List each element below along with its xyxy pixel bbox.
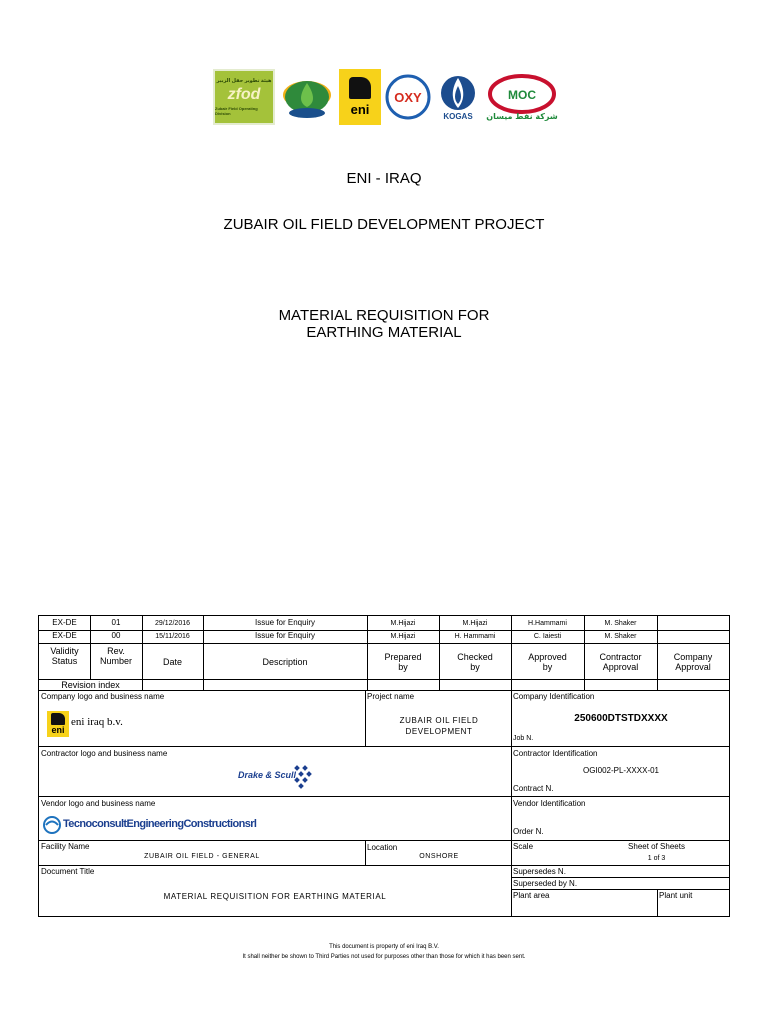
footer-disclaimer: It shall neither be shown to Third Parties not used for purposes other than those for which it has been sent. xyxy=(242,954,526,960)
sheet-value: 1 of 3 xyxy=(647,855,666,862)
location-label: Location xyxy=(367,843,398,852)
oxy-logo xyxy=(385,69,431,125)
job-number-label: Job N. xyxy=(513,735,534,742)
svg-text:شركة نفط ميسان: شركة نفط ميسان xyxy=(486,112,558,121)
company-name: eni iraq b.v. xyxy=(71,716,123,728)
contract-number-label: Contract N. xyxy=(513,784,554,793)
boc-logo xyxy=(279,69,335,125)
project-name-line1: ZUBAIR OIL FIELD xyxy=(399,716,479,725)
project-name-line2: DEVELOPMENT xyxy=(405,727,473,736)
kogas-logo: KOGAS xyxy=(435,69,481,125)
rev-row-1-approved: C. Iaiesti xyxy=(533,633,562,640)
rev-row-1-contractor: M. Shaker xyxy=(604,633,637,640)
rev-row-1-description: Issue for Enquiry xyxy=(254,631,316,640)
superseded-by-label: Superseded by N. xyxy=(513,879,578,888)
rev-header-company: Company Approval xyxy=(673,652,713,672)
title-block xyxy=(38,615,730,917)
zfod-logo: هيئة تطوير حقل الزبير zfod Zubair Field Operating Division xyxy=(213,69,275,125)
rev-header-status: Validity Status xyxy=(50,646,79,666)
location-value: ONSHORE xyxy=(419,853,459,860)
rev-row-0-rev: 01 xyxy=(111,618,121,627)
rev-row-1-checked: H. Hammami xyxy=(454,633,496,640)
revision-index-label: Revision index xyxy=(61,680,120,690)
rev-row-0-date: 29/12/2016 xyxy=(154,620,191,627)
order-number-label: Order N. xyxy=(513,827,544,836)
moc-logo xyxy=(485,69,559,125)
rev-header-approved: Approved by xyxy=(528,652,567,672)
document-heading: MATERIAL REQUISITION FOR EARTHING MATERIAL xyxy=(278,307,490,341)
company-id-value: 250600DTSTDXXXX xyxy=(574,713,668,724)
rev-row-0-status: EX-DE xyxy=(52,618,77,627)
sheet-label: Sheet of Sheets xyxy=(628,842,685,851)
project-heading: ZUBAIR OIL FIELD DEVELOPMENT PROJECT xyxy=(223,216,545,233)
vendor-label: Vendor logo and business name xyxy=(41,799,156,808)
company-label: Company logo and business name xyxy=(41,692,165,701)
six-legged-dog-icon xyxy=(51,713,65,725)
partner-logos xyxy=(213,66,559,128)
rev-row-1-date: 15/11/2016 xyxy=(155,633,190,640)
supersedes-label: Supersedes N. xyxy=(513,867,566,876)
svg-text:MOC: MOC xyxy=(508,88,536,102)
scale-label: Scale xyxy=(513,842,534,851)
project-label: Project name xyxy=(367,692,415,701)
drake-scull-logo xyxy=(233,762,323,792)
company-id-label: Company Identification xyxy=(513,692,595,701)
facility-value: ZUBAIR OIL FIELD - GENERAL xyxy=(144,853,260,860)
vendor-id-label: Vendor Identification xyxy=(513,799,586,808)
rev-header-description: Description xyxy=(262,657,308,667)
contractor-label: Contractor logo and business name xyxy=(41,749,168,758)
document-title-label: Document Title xyxy=(41,867,95,876)
eni-logo: eni xyxy=(339,69,381,125)
rev-header-prepared: Prepared by xyxy=(384,652,422,672)
document-title-value: MATERIAL REQUISITION FOR EARTHING MATERIAL xyxy=(163,892,387,901)
rev-row-0-description: Issue for Enquiry xyxy=(254,618,316,627)
six-legged-dog-icon xyxy=(349,77,371,99)
rev-row-1-prepared: M.Hijazi xyxy=(390,633,416,640)
rev-row-0-approved: H.Hammami xyxy=(528,620,567,627)
plant-unit-label: Plant unit xyxy=(659,891,693,900)
rev-row-1-rev: 00 xyxy=(111,631,121,640)
svg-text:Drake & Scull: Drake & Scull xyxy=(237,770,297,780)
client-heading: ENI - IRAQ xyxy=(346,170,422,187)
plant-area-label: Plant area xyxy=(513,891,550,900)
svg-text:OXY: OXY xyxy=(394,90,422,105)
contractor-id-label: Contractor Identification xyxy=(513,749,598,758)
rev-header-rev: Rev. Number xyxy=(99,646,132,666)
rev-header-date: Date xyxy=(162,657,182,667)
rev-row-0-prepared: M.Hijazi xyxy=(390,620,416,627)
rev-row-0-checked: M.Hijazi xyxy=(462,620,488,627)
contractor-id-value: OGI002-PL-XXXX-01 xyxy=(582,766,660,775)
footer-ownership: This document is property of eni Iraq B.V. xyxy=(329,944,439,950)
rev-row-0-contractor: M. Shaker xyxy=(604,620,637,627)
rev-header-contractor: Contractor Approval xyxy=(599,652,642,672)
eni-small-logo: eni xyxy=(47,711,69,737)
tecnoconsult-logo: TecnoconsultEngineeringConstructionsrl xyxy=(43,816,263,834)
rev-header-checked: Checked by xyxy=(457,652,493,672)
facility-label: Facility Name xyxy=(41,842,90,851)
rev-row-1-status: EX-DE xyxy=(52,631,77,640)
